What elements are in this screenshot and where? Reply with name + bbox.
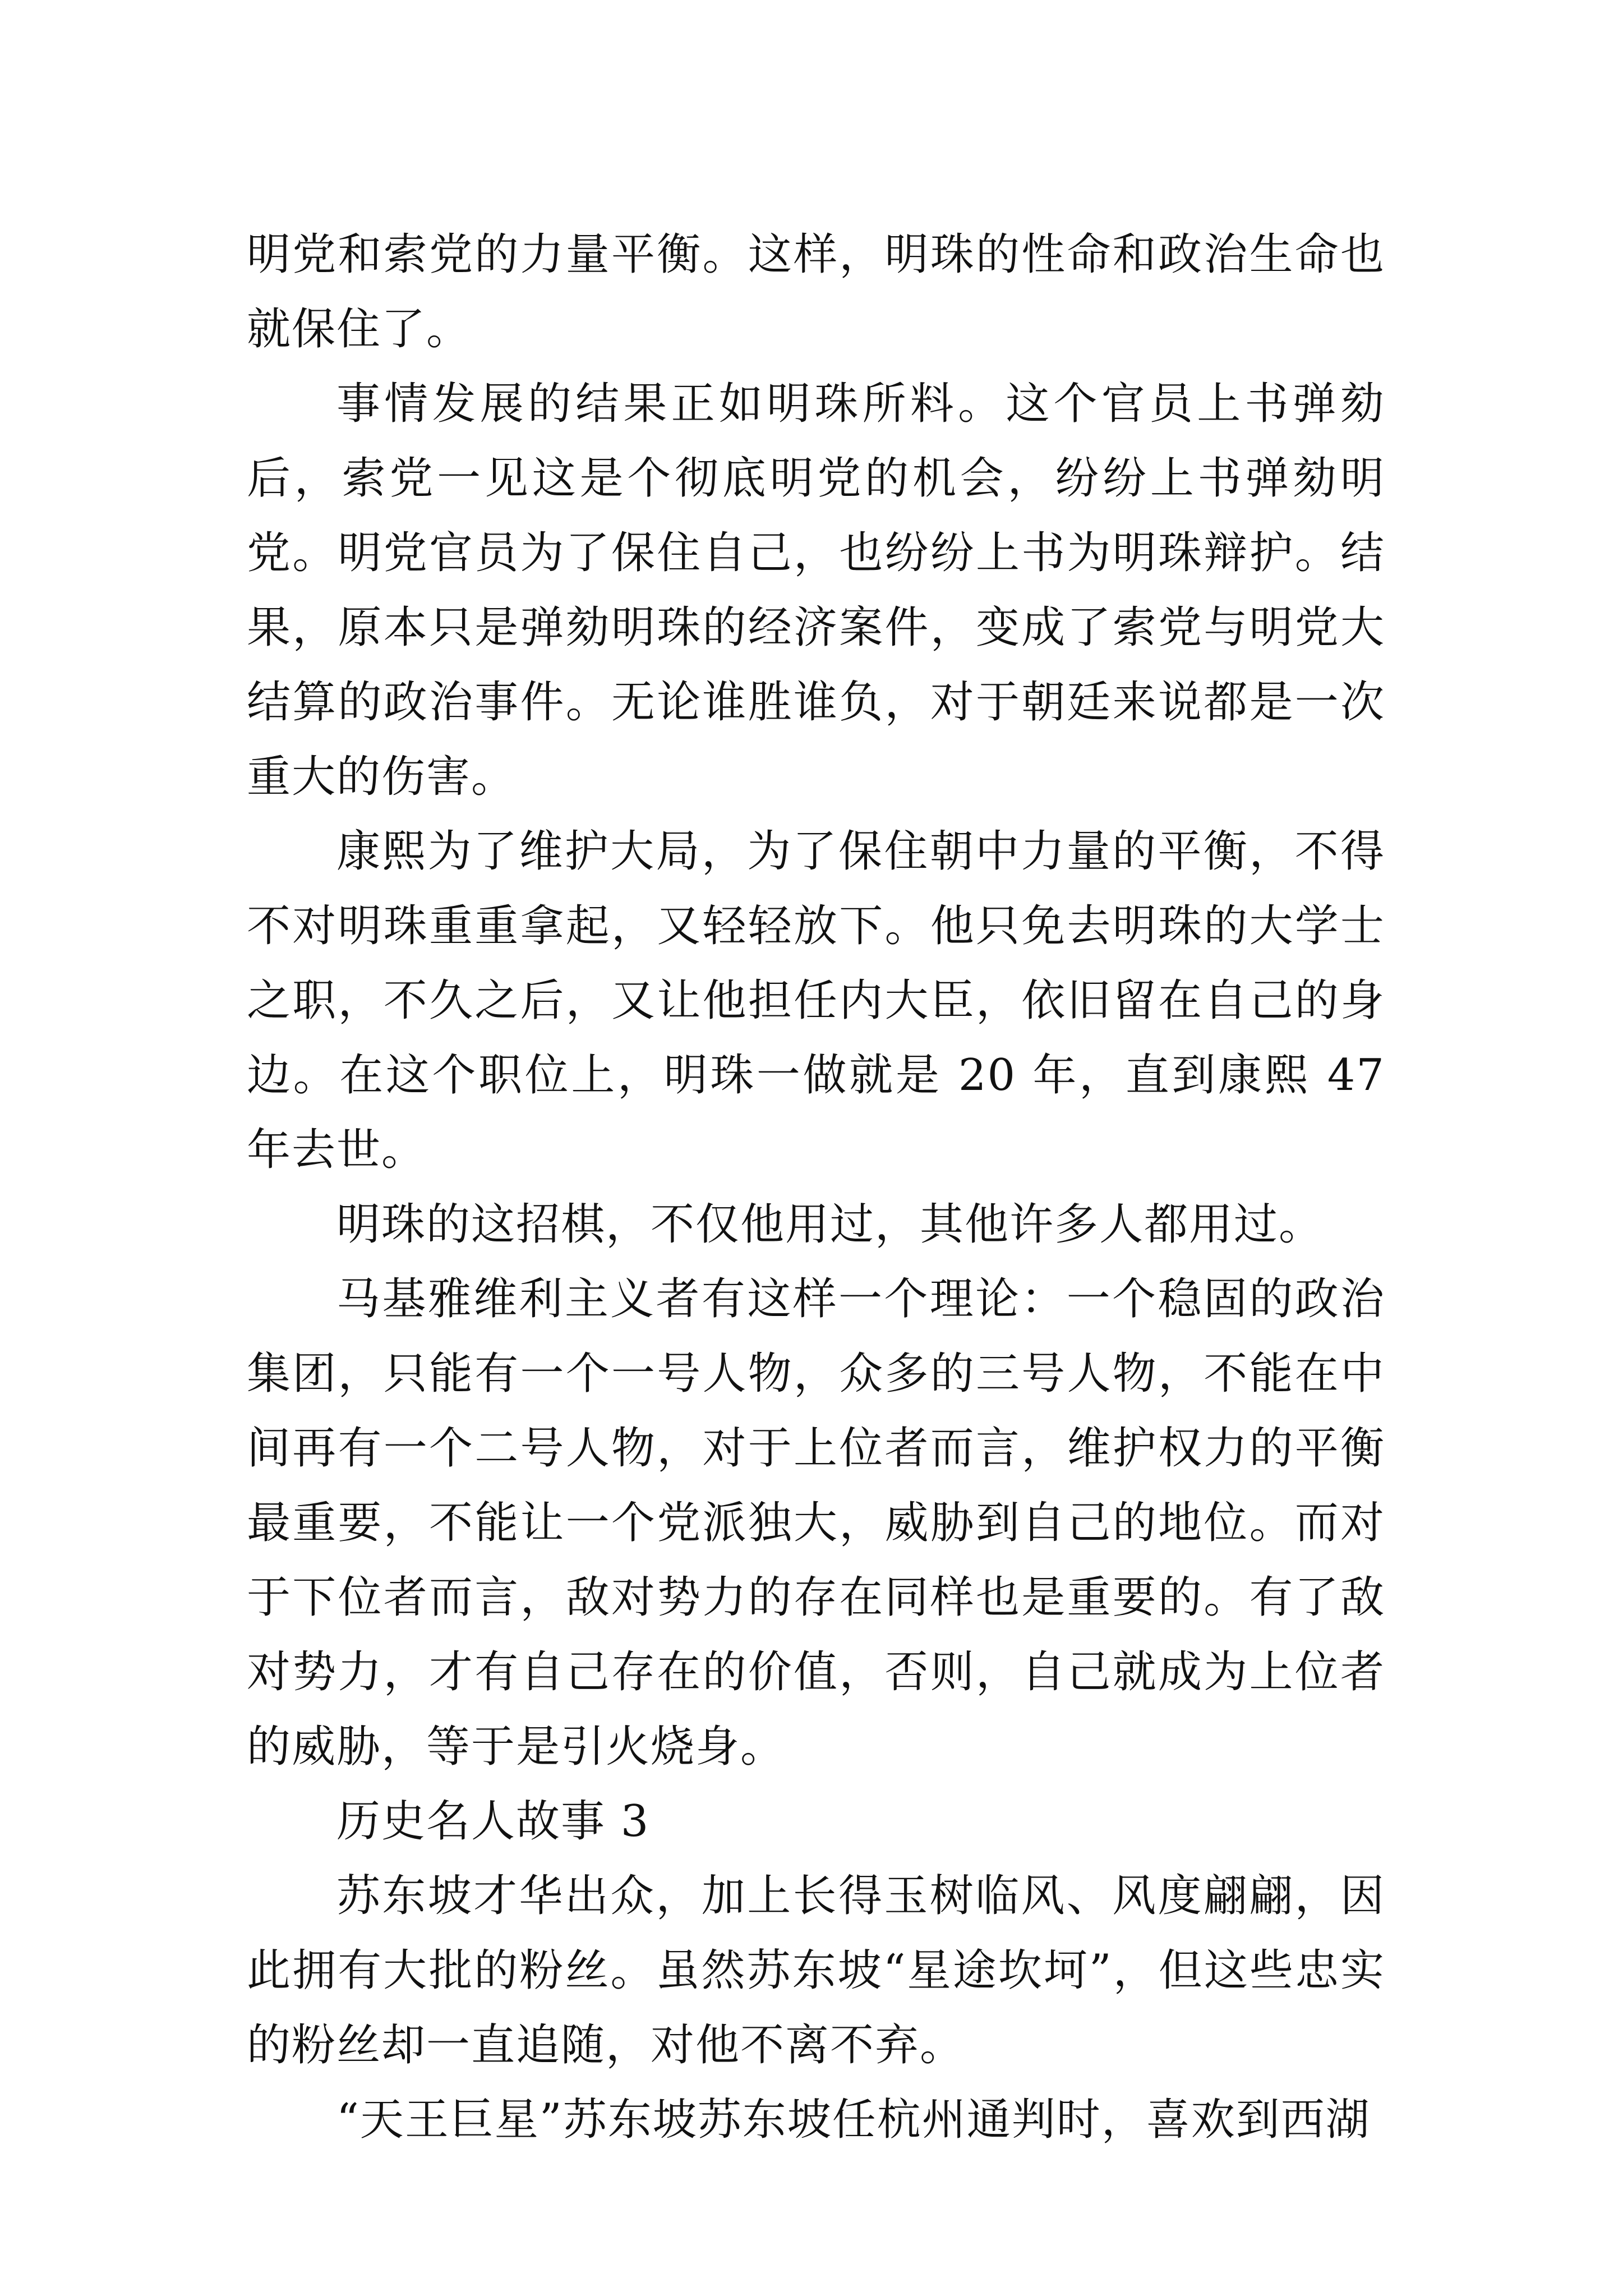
paragraph: 事情发展的结果正如明珠所料。这个官员上书弹劾后，索党一见这是个彻底明党的机会，纷纷上书弹劾明党。明党官员为了保住自己，也纷纷上书为明珠辩护。结果，原本只是弹劾明珠的经济案件，变成了索党与明党大结算的政治事件。无论谁胜谁负，对于朝廷来说都是一次重大的伤害。: [247, 379, 1385, 802]
section-heading: 历史名人故事 3: [336, 1796, 650, 1847]
paragraph: 明党和索党的力量平衡。这样，明珠的性命和政治生命也就保住了。: [247, 229, 1385, 355]
paragraph: 明珠的这招棋，不仅他用过，其他许多人都用过。: [336, 1199, 1324, 1250]
paragraph: 马基雅维利主义者有这样一个理论：一个稳固的政治集团，只能有一个一号人物，众多的三号人物，不能在中间再有一个二号人物，对于上位者而言，维护权力的平衡最重要，不能让一个党派独大，威胁到自己的地位。而对于下位者而言，敌对势力的存在同样也是重要的。有了敌对势力，才有自己存在的价值，否则，自己就成为上位者的威胁，等于是引火烧身。: [247, 1274, 1385, 1772]
paragraph: 苏东坡才华出众，加上长得玉树临风、风度翩翩，因此拥有大批的粉丝。虽然苏东坡“星途坎坷”，但这些忠实的粉丝却一直追随，对他不离不弃。: [247, 1871, 1385, 2070]
paragraph: “天王巨星”苏东坡苏东坡任杭州通判时，喜欢到西湖: [336, 2095, 1371, 2145]
paragraph: 康熙为了维护大局，为了保住朝中力量的平衡，不得不对明珠重重拿起，又轻轻放下。他只免去明珠的大学士之职，不久之后，又让他担任内大臣，依旧留在自己的身边。在这个职位上，明珠一做就是 20 年，直到康熙 47 年去世。: [247, 826, 1385, 1175]
document-body: [247, 218, 1385, 2157]
